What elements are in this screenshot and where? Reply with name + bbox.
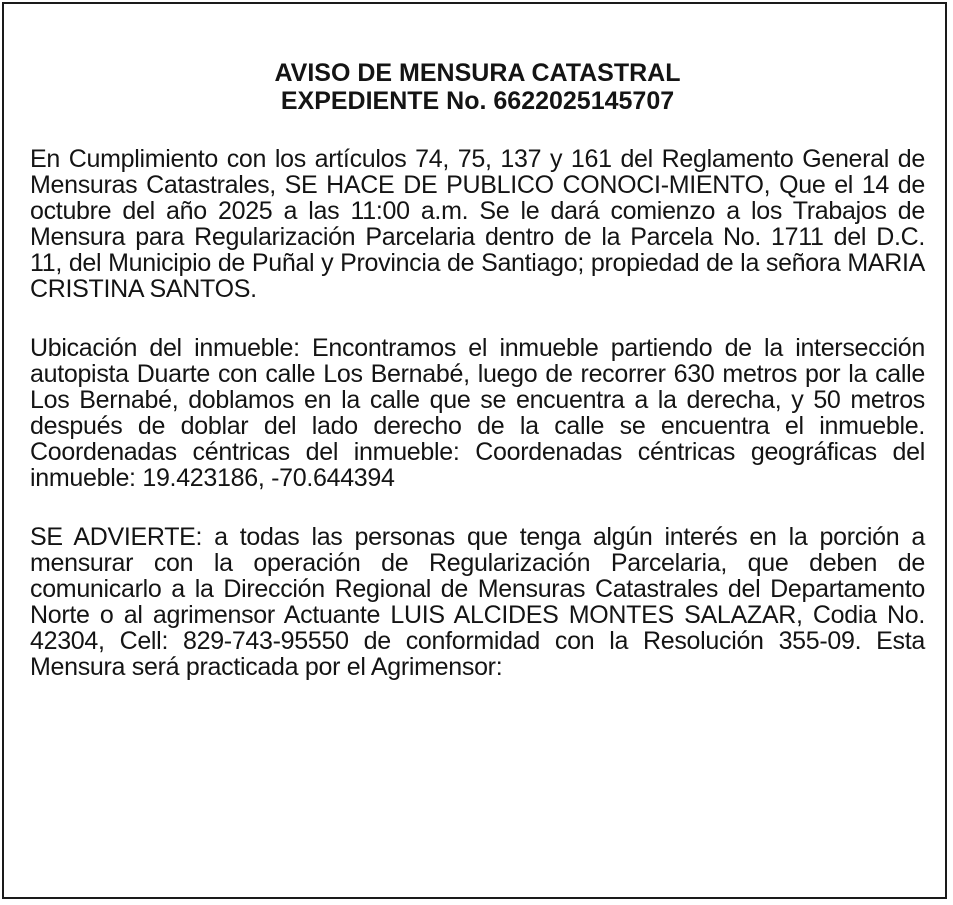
notice-heading — [30, 59, 925, 115]
compliance-paragraph: En Cumplimiento con los artículos 74, 75, 137 y 161 del Reglamento General de Mensuras Catastrales, SE HACE DE PUBLICO CONOCI-MIENTO, Que el 14 de octubre del año 2025 a las 11:00 a.m. Se le dará comienzo a los Trabajos de Mensura para Regularización Parcelaria dentro de la Parcela No. 1711 del D.C. 11, del Municipio de Puñal y Provincia de Santiago; propiedad de la señora MARIA CRISTINA SANTOS. — [30, 145, 925, 303]
warning-paragraph: SE ADVIERTE: a todas las personas que tenga algún interés en la porción a mensurar con la operación de Regularización Parcelaria, que deben de comunicarlo a la Dirección Regional de Mensuras Catastrales del Departamento Norte o al agrimensor Actuante LUIS ALCIDES MONTES SALAZAR, Codia No. 42304, Cell: 829-743-95550 de conformidad con la Resolución 355-09. Esta Mensura será practicada por el Agrimensor: — [30, 523, 925, 681]
property-location-paragraph: Ubicación del inmueble: Encontramos el inmueble partiendo de la intersección autopista Duarte con calle Los Bernabé, luego de recorrer 630 metros por la calle Los Bernabé, doblamos en la calle que se encuentra a la derecha, y 50 metros después de doblar del lado derecho de la calle se encuentra el inmueble. Coordenadas céntricas del inmueble: Coordenadas céntricas geográficas del inmueble: 19.423186, -70.644394 — [30, 334, 925, 492]
notice-content — [30, 59, 925, 680]
notice-frame — [2, 2, 947, 899]
notice-case-number: EXPEDIENTE No. 6622025145707 — [280, 87, 675, 115]
notice-title: AVISO DE MENSURA CATASTRAL — [274, 59, 681, 87]
